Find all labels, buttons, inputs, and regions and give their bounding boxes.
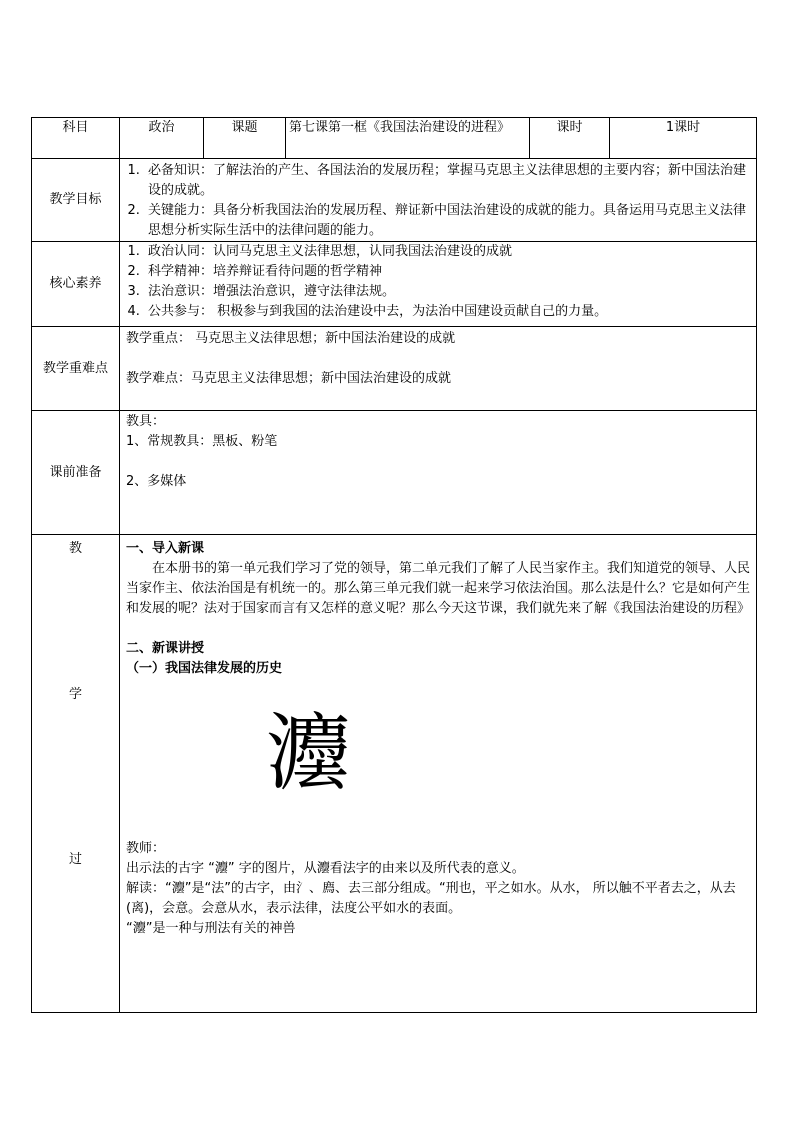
prep-row (32, 411, 757, 535)
section1-text: 在本册书的第一单元我们学习了党的领导，第二单元我们了解了人民当家作主。我们知道党的领导、人民当家作主、依法治国是有机统一的。那么第三单元我们就一起来学习依法治国。那么法是什么？它是如何产生和发展的呢？法对于国家而言有又怎样的意义呢？那么今天这节课，我们就先来了解《我国法治建设的历程》 (126, 561, 751, 616)
period-label: 课时 (530, 118, 610, 159)
process-content (120, 535, 757, 1013)
teacher-line: “灋”是一种与刑法有关的神兽 (126, 921, 296, 936)
process-label-char: 学 (68, 687, 82, 702)
process-label (32, 535, 120, 1013)
difficulty-text: 教学难点：马克思主义法律思想；新中国法治建设的成就 (126, 371, 452, 386)
section1-title: 一、导入新课 (126, 541, 205, 556)
teacher-line: 解读：“灋”是“法”的古字，由氵、廌、去三部分组成。“刑也，平之如水。从水， 所以触不平者去之，从去(离)，会意。会意从水，表示法律，法度公平如水的表面。 (126, 881, 736, 916)
prep-content (120, 411, 757, 535)
objectives-row (32, 159, 757, 242)
literacy-item: 1. 政治认同：认同马克思主义法律思想，认同我国法治建设的成就 (144, 242, 750, 262)
ancient-character-image: 灋 (266, 704, 351, 802)
prep-heading: 教具： (126, 414, 166, 429)
prep-item: 2、多媒体 (126, 474, 187, 489)
objectives-content (120, 159, 757, 242)
literacy-item: 3. 法治意识：增强法治意识，遵守法律法规。 (144, 282, 750, 302)
literacy-item: 4. 公共参与： 积极参与到我国的法治建设中去，为法治中国建设贡献自己的力量。 (144, 302, 750, 322)
lesson-plan-table (31, 117, 757, 1013)
literacy-list (126, 242, 750, 322)
process-label-char: 过 (68, 852, 82, 867)
subsection1-title: （一）我国法律发展的历史 (126, 661, 283, 676)
topic-label: 课题 (204, 118, 286, 159)
objectives-list (126, 161, 750, 241)
subject-label: 科目 (32, 118, 120, 159)
process-label-char: 教 (68, 541, 82, 556)
teacher-line: 出示法的古字 “灋” 字的图片，从灋看法字的由来以及所代表的意义。 (126, 861, 525, 876)
literacy-row (32, 242, 757, 327)
process-row (32, 535, 757, 1013)
subject-value: 政治 (120, 118, 204, 159)
keypoints-content (120, 327, 757, 411)
period-value: 1课时 (610, 118, 757, 159)
topic-value: 第七课第一框《我国法治建设的进程》 (286, 118, 530, 159)
header-row (32, 118, 757, 159)
teacher-label: 教师： (126, 841, 166, 856)
literacy-label: 核心素养 (32, 242, 120, 327)
objective-item: 1. 必备知识：了解法治的产生、各国法治的发展历程；掌握马克思主义法律思想的主要内容；新中国法治建设的成就。 (144, 161, 750, 201)
keypoints-row (32, 327, 757, 411)
section2-title: 二、新课讲授 (126, 641, 205, 656)
objective-item: 2. 关键能力：具备分析我国法治的发展历程、辩证新中国法治建设的成就的能力。具备运用马克思主义法律思想分析实际生活中的法律问题的能力。 (144, 201, 750, 241)
keypoints-label: 教学重难点 (32, 327, 120, 411)
objectives-label: 教学目标 (32, 159, 120, 242)
focus-text: 教学重点： 马克思主义法律思想；新中国法治建设的成就 (126, 331, 456, 346)
literacy-item: 2. 科学精神：培养辩证看待问题的哲学精神 (144, 262, 750, 282)
prep-item: 1、常规教具：黑板、粉笔 (126, 434, 278, 449)
prep-label: 课前准备 (32, 411, 120, 535)
literacy-content (120, 242, 757, 327)
